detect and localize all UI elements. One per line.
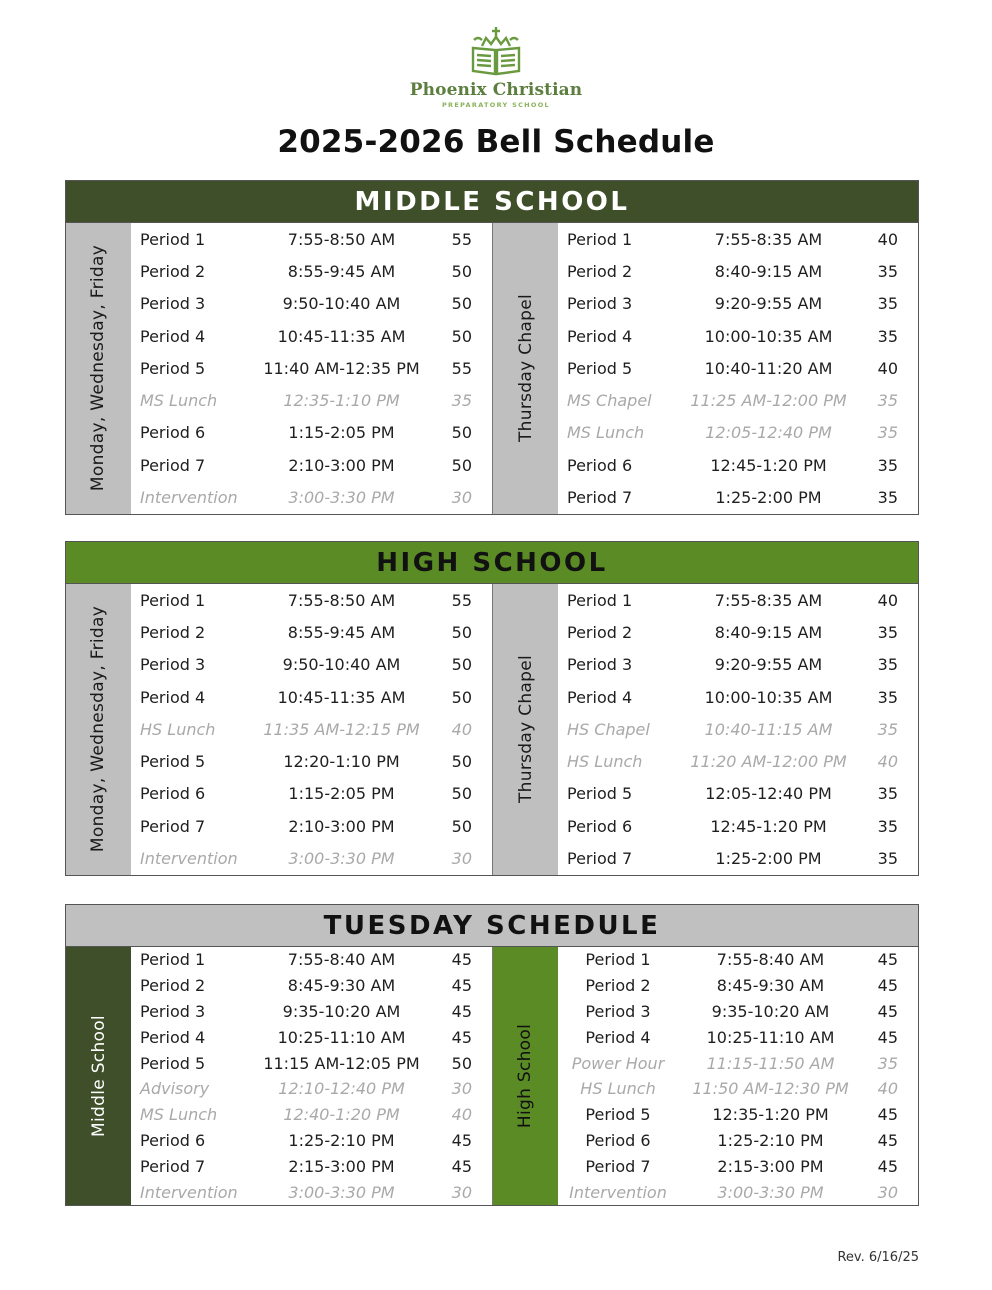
- period-time: 7:55-8:35 AM: [714, 229, 823, 249]
- schedule-row: [131, 384, 492, 416]
- period-time: 7:55-8:40 AM: [716, 950, 825, 970]
- schedule-rows: [131, 223, 492, 514]
- period-time: 1:25-2:10 PM: [717, 1130, 824, 1150]
- page-title: 2025-2026 Bell Schedule: [277, 124, 715, 160]
- schedule-row: [558, 973, 918, 999]
- period-time: 10:40-11:20 AM: [704, 358, 833, 378]
- day-label-text: Thursday Chapel: [515, 655, 536, 804]
- period-time: 3:00-3:30 PM: [717, 1182, 824, 1202]
- period-name: MS Lunch: [140, 391, 218, 411]
- period-minutes: 55: [451, 590, 472, 610]
- period-time: 9:50-10:40 AM: [282, 294, 401, 314]
- period-minutes: 35: [877, 1053, 898, 1073]
- period-name: Period 6: [567, 455, 633, 475]
- period-name: Intervention: [140, 1182, 238, 1202]
- tuesday-middle-school-schedule: [66, 947, 492, 1205]
- period-minutes: 45: [877, 950, 898, 970]
- period-minutes: 45: [877, 1001, 898, 1021]
- period-name: Period 3: [140, 655, 206, 675]
- day-label-text: Monday, Wednesday, Friday: [88, 606, 109, 853]
- period-minutes: 45: [451, 1130, 472, 1150]
- period-name: Period 7: [585, 1156, 651, 1176]
- period-time: 8:40-9:15 AM: [714, 622, 823, 642]
- period-time: 3:00-3:30 PM: [288, 1182, 395, 1202]
- schedule-row: [131, 417, 492, 449]
- period-minutes: 45: [451, 1001, 472, 1021]
- period-time: 11:15-11:50 AM: [706, 1053, 835, 1073]
- schedule-rows: [558, 947, 918, 1205]
- schedule-row: [558, 481, 918, 513]
- schedule-row: [558, 713, 918, 745]
- period-time: 10:00-10:35 AM: [704, 687, 833, 707]
- period-name: Period 6: [140, 1130, 206, 1150]
- period-time: 7:55-8:50 AM: [287, 229, 396, 249]
- schedule-row: [558, 999, 918, 1025]
- period-minutes: 45: [451, 1156, 472, 1176]
- section-heading: MIDDLE SCHOOL: [66, 181, 918, 223]
- period-minutes: 35: [877, 687, 898, 707]
- schedule-row: [131, 1128, 492, 1154]
- period-name: Period 1: [585, 950, 651, 970]
- period-name: Period 3: [140, 294, 206, 314]
- period-minutes: 35: [877, 816, 898, 836]
- period-time: 9:35-10:20 AM: [711, 1001, 830, 1021]
- period-time: 2:10-3:00 PM: [288, 455, 395, 475]
- period-minutes: 30: [451, 849, 472, 869]
- period-name: Power Hour: [571, 1053, 665, 1073]
- period-minutes: 40: [877, 229, 898, 249]
- day-label: [66, 223, 131, 514]
- period-name: Period 6: [140, 784, 206, 804]
- schedule-row: [558, 1179, 918, 1205]
- period-name: Period 7: [140, 1156, 206, 1176]
- schedule-row: [131, 1050, 492, 1076]
- period-minutes: 35: [877, 261, 898, 281]
- period-minutes: 35: [877, 455, 898, 475]
- period-name: Period 4: [140, 326, 206, 346]
- thursday-chapel-schedule: [492, 584, 918, 875]
- school-label: [66, 947, 131, 1205]
- period-name: Period 1: [567, 229, 633, 249]
- period-time: 11:40 AM-12:35 PM: [263, 358, 420, 378]
- period-time: 3:00-3:30 PM: [288, 488, 395, 508]
- schedule-row: [558, 384, 918, 416]
- period-minutes: 45: [877, 1156, 898, 1176]
- period-time: 1:25-2:10 PM: [288, 1130, 395, 1150]
- schedule-row: [131, 745, 492, 777]
- period-name: Period 5: [585, 1105, 651, 1125]
- period-name: HS Chapel: [567, 719, 650, 739]
- period-minutes: 40: [451, 719, 472, 739]
- schedule-row: [558, 681, 918, 713]
- period-minutes: 55: [451, 229, 472, 249]
- period-name: Period 7: [567, 488, 633, 508]
- period-name: Period 4: [140, 687, 206, 707]
- period-minutes: 50: [451, 455, 472, 475]
- period-name: Period 2: [140, 261, 206, 281]
- period-minutes: 45: [877, 1105, 898, 1125]
- period-minutes: 50: [451, 294, 472, 314]
- section-heading: TUESDAY SCHEDULE: [66, 905, 918, 947]
- period-minutes: 50: [451, 261, 472, 281]
- schedule-row: [558, 842, 918, 874]
- period-time: 9:20-9:55 AM: [714, 655, 823, 675]
- period-name: Period 3: [567, 294, 633, 314]
- schedule-row: [558, 449, 918, 481]
- period-minutes: 30: [451, 1182, 472, 1202]
- period-time: 12:35-1:20 PM: [712, 1105, 829, 1125]
- period-time: 1:25-2:00 PM: [715, 488, 822, 508]
- period-time: 2:10-3:00 PM: [288, 816, 395, 836]
- section-heading: HIGH SCHOOL: [66, 542, 918, 584]
- schedule-row: [131, 481, 492, 513]
- period-name: Period 1: [140, 950, 206, 970]
- period-name: Period 4: [567, 687, 633, 707]
- schedule-row: [131, 320, 492, 352]
- period-time: 3:00-3:30 PM: [288, 849, 395, 869]
- period-minutes: 50: [451, 423, 472, 443]
- period-time: 8:40-9:15 AM: [714, 261, 823, 281]
- period-minutes: 45: [877, 976, 898, 996]
- period-time: 11:35 AM-12:15 PM: [263, 719, 420, 739]
- period-minutes: 35: [877, 488, 898, 508]
- schedule-row: [558, 320, 918, 352]
- period-name: Period 5: [140, 358, 206, 378]
- schedule-row: [558, 352, 918, 384]
- period-minutes: 45: [451, 950, 472, 970]
- period-time: 10:25-11:10 AM: [706, 1027, 835, 1047]
- period-name: MS Lunch: [567, 423, 645, 443]
- school-label-text: High School: [515, 1023, 536, 1129]
- period-minutes: 40: [877, 590, 898, 610]
- period-minutes: 45: [877, 1027, 898, 1047]
- schedule-row: [131, 223, 492, 255]
- schedule-row: [131, 255, 492, 287]
- period-minutes: 35: [877, 719, 898, 739]
- period-minutes: 45: [877, 1130, 898, 1150]
- schedule-row: [558, 255, 918, 287]
- schedule-row: [131, 616, 492, 648]
- tuesday-section: [65, 904, 919, 1206]
- schedule-row: [558, 584, 918, 616]
- period-name: Period 4: [140, 1027, 206, 1047]
- period-minutes: 35: [877, 784, 898, 804]
- period-name: Period 1: [567, 590, 633, 610]
- period-minutes: 40: [877, 752, 898, 772]
- period-time: 9:50-10:40 AM: [282, 655, 401, 675]
- period-minutes: 45: [451, 976, 472, 996]
- period-name: Period 7: [140, 816, 206, 836]
- schedule-row: [131, 999, 492, 1025]
- high-school-section: [65, 541, 919, 876]
- day-label: [493, 223, 558, 514]
- period-minutes: 50: [451, 687, 472, 707]
- period-time: 10:00-10:35 AM: [704, 326, 833, 346]
- period-name: Period 7: [567, 849, 633, 869]
- period-minutes: 35: [877, 294, 898, 314]
- schedule-row: [558, 745, 918, 777]
- schedule-row: [131, 778, 492, 810]
- period-name: HS Lunch: [567, 752, 643, 772]
- period-time: 12:05-12:40 PM: [705, 423, 832, 443]
- period-minutes: 50: [451, 326, 472, 346]
- thursday-chapel-schedule: [492, 223, 918, 514]
- tuesday-high-school-schedule: [492, 947, 918, 1205]
- period-name: Period 5: [140, 1053, 206, 1073]
- schedule-row: [131, 288, 492, 320]
- open-book-crown-cross-icon: [468, 26, 524, 78]
- school-label-text: Middle School: [88, 1015, 109, 1137]
- schedule-rows: [131, 947, 492, 1205]
- revision-date: Rev. 6/16/25: [837, 1250, 919, 1265]
- period-time: 12:40-1:20 PM: [283, 1105, 400, 1125]
- period-time: 8:55-9:45 AM: [287, 261, 396, 281]
- period-name: Period 6: [140, 423, 206, 443]
- schedule-row: [131, 1076, 492, 1102]
- schedule-row: [131, 842, 492, 874]
- period-name: Period 5: [567, 784, 633, 804]
- period-minutes: 55: [451, 358, 472, 378]
- period-minutes: 35: [877, 849, 898, 869]
- period-minutes: 50: [451, 622, 472, 642]
- schedule-row: [558, 223, 918, 255]
- period-name: Period 7: [140, 455, 206, 475]
- period-time: 9:35-10:20 AM: [282, 1001, 401, 1021]
- schedule-row: [131, 947, 492, 973]
- period-time: 12:05-12:40 PM: [705, 784, 832, 804]
- period-time: 2:15-3:00 PM: [288, 1156, 395, 1176]
- schedule-row: [131, 713, 492, 745]
- school-label: [493, 947, 558, 1205]
- schedule-row: [558, 947, 918, 973]
- mwf-schedule: [66, 584, 492, 875]
- schedule-row: [558, 417, 918, 449]
- period-minutes: 35: [877, 391, 898, 411]
- period-name: HS Lunch: [140, 719, 216, 739]
- schedule-row: [558, 1128, 918, 1154]
- period-minutes: 50: [451, 1053, 472, 1073]
- schedule-row: [131, 584, 492, 616]
- schedule-row: [131, 649, 492, 681]
- period-name: Period 5: [567, 358, 633, 378]
- period-name: Period 4: [585, 1027, 651, 1047]
- period-time: 8:45-9:30 AM: [287, 976, 396, 996]
- period-time: 1:15-2:05 PM: [288, 784, 395, 804]
- schedule-row: [131, 1102, 492, 1128]
- period-time: 11:20 AM-12:00 PM: [690, 752, 847, 772]
- period-minutes: 30: [451, 1079, 472, 1099]
- period-name: Period 2: [585, 976, 651, 996]
- period-minutes: 40: [877, 358, 898, 378]
- schedule-rows: [558, 223, 918, 514]
- schedule-row: [131, 681, 492, 713]
- period-time: 7:55-8:40 AM: [287, 950, 396, 970]
- period-name: Period 3: [585, 1001, 651, 1021]
- period-time: 12:35-1:10 PM: [283, 391, 400, 411]
- schedule-row: [131, 352, 492, 384]
- period-time: 1:25-2:00 PM: [715, 849, 822, 869]
- period-name: Period 5: [140, 752, 206, 772]
- period-time: 8:55-9:45 AM: [287, 622, 396, 642]
- period-time: 10:25-11:10 AM: [277, 1027, 406, 1047]
- schedule-row: [558, 810, 918, 842]
- period-minutes: 35: [877, 655, 898, 675]
- day-label: [493, 584, 558, 875]
- schedule-row: [558, 1102, 918, 1128]
- period-minutes: 50: [451, 655, 472, 675]
- period-name: Period 2: [567, 261, 633, 281]
- schedule-rows: [558, 584, 918, 875]
- period-name: Period 1: [140, 229, 206, 249]
- schedule-row: [558, 1050, 918, 1076]
- period-name: Intervention: [569, 1182, 667, 1202]
- period-time: 12:10-12:40 PM: [278, 1079, 405, 1099]
- period-time: 8:45-9:30 AM: [716, 976, 825, 996]
- schedule-row: [558, 288, 918, 320]
- middle-school-section: [65, 180, 919, 515]
- period-minutes: 50: [451, 752, 472, 772]
- period-name: Period 2: [140, 976, 206, 996]
- period-name: MS Chapel: [567, 391, 652, 411]
- schedule-row: [131, 1179, 492, 1205]
- schedule-row: [558, 616, 918, 648]
- schedule-row: [131, 449, 492, 481]
- period-name: MS Lunch: [140, 1105, 218, 1125]
- period-minutes: 30: [877, 1182, 898, 1202]
- period-name: Period 1: [140, 590, 206, 610]
- period-time: 10:40-11:15 AM: [704, 719, 833, 739]
- period-minutes: 50: [451, 816, 472, 836]
- schedule-row: [131, 1153, 492, 1179]
- period-name: Intervention: [140, 488, 238, 508]
- period-time: 2:15-3:00 PM: [717, 1156, 824, 1176]
- period-time: 9:20-9:55 AM: [714, 294, 823, 314]
- period-time: 7:55-8:35 AM: [714, 590, 823, 610]
- schedule-row: [558, 1153, 918, 1179]
- period-time: 12:45-1:20 PM: [710, 816, 827, 836]
- schedule-row: [558, 778, 918, 810]
- period-name: Intervention: [140, 849, 238, 869]
- period-minutes: 30: [451, 488, 472, 508]
- school-subtitle: PREPARATORY SCHOOL: [441, 101, 550, 109]
- period-minutes: 40: [451, 1105, 472, 1125]
- schedule-rows: [131, 584, 492, 875]
- period-time: 10:45-11:35 AM: [277, 687, 406, 707]
- period-time: 7:55-8:50 AM: [287, 590, 396, 610]
- period-time: 12:20-1:10 PM: [283, 752, 400, 772]
- period-name: Period 3: [567, 655, 633, 675]
- period-name: Period 2: [140, 622, 206, 642]
- day-label-text: Monday, Wednesday, Friday: [88, 245, 109, 492]
- period-minutes: 35: [877, 423, 898, 443]
- period-time: 10:45-11:35 AM: [277, 326, 406, 346]
- period-minutes: 35: [877, 622, 898, 642]
- day-label-text: Thursday Chapel: [515, 294, 536, 443]
- schedule-row: [131, 1024, 492, 1050]
- period-time: 1:15-2:05 PM: [288, 423, 395, 443]
- period-time: 12:45-1:20 PM: [710, 455, 827, 475]
- period-minutes: 35: [451, 391, 472, 411]
- period-name: Advisory: [140, 1079, 210, 1099]
- period-time: 11:25 AM-12:00 PM: [690, 391, 847, 411]
- period-time: 11:15 AM-12:05 PM: [263, 1053, 420, 1073]
- period-time: 11:50 AM-12:30 PM: [692, 1079, 849, 1099]
- period-minutes: 35: [877, 326, 898, 346]
- period-name: HS Lunch: [580, 1079, 656, 1099]
- schedule-row: [558, 649, 918, 681]
- day-label: [66, 584, 131, 875]
- period-minutes: 50: [451, 784, 472, 804]
- period-name: Period 6: [585, 1130, 651, 1150]
- schedule-row: [558, 1076, 918, 1102]
- period-name: Period 2: [567, 622, 633, 642]
- period-name: Period 4: [567, 326, 633, 346]
- period-minutes: 40: [877, 1079, 898, 1099]
- schedule-row: [131, 973, 492, 999]
- school-logo: [0, 26, 992, 109]
- school-name: Phoenix Christian: [409, 80, 583, 100]
- period-name: Period 6: [567, 816, 633, 836]
- period-name: Period 3: [140, 1001, 206, 1021]
- period-minutes: 45: [451, 1027, 472, 1047]
- schedule-row: [558, 1024, 918, 1050]
- schedule-row: [131, 810, 492, 842]
- mwf-schedule: [66, 223, 492, 514]
